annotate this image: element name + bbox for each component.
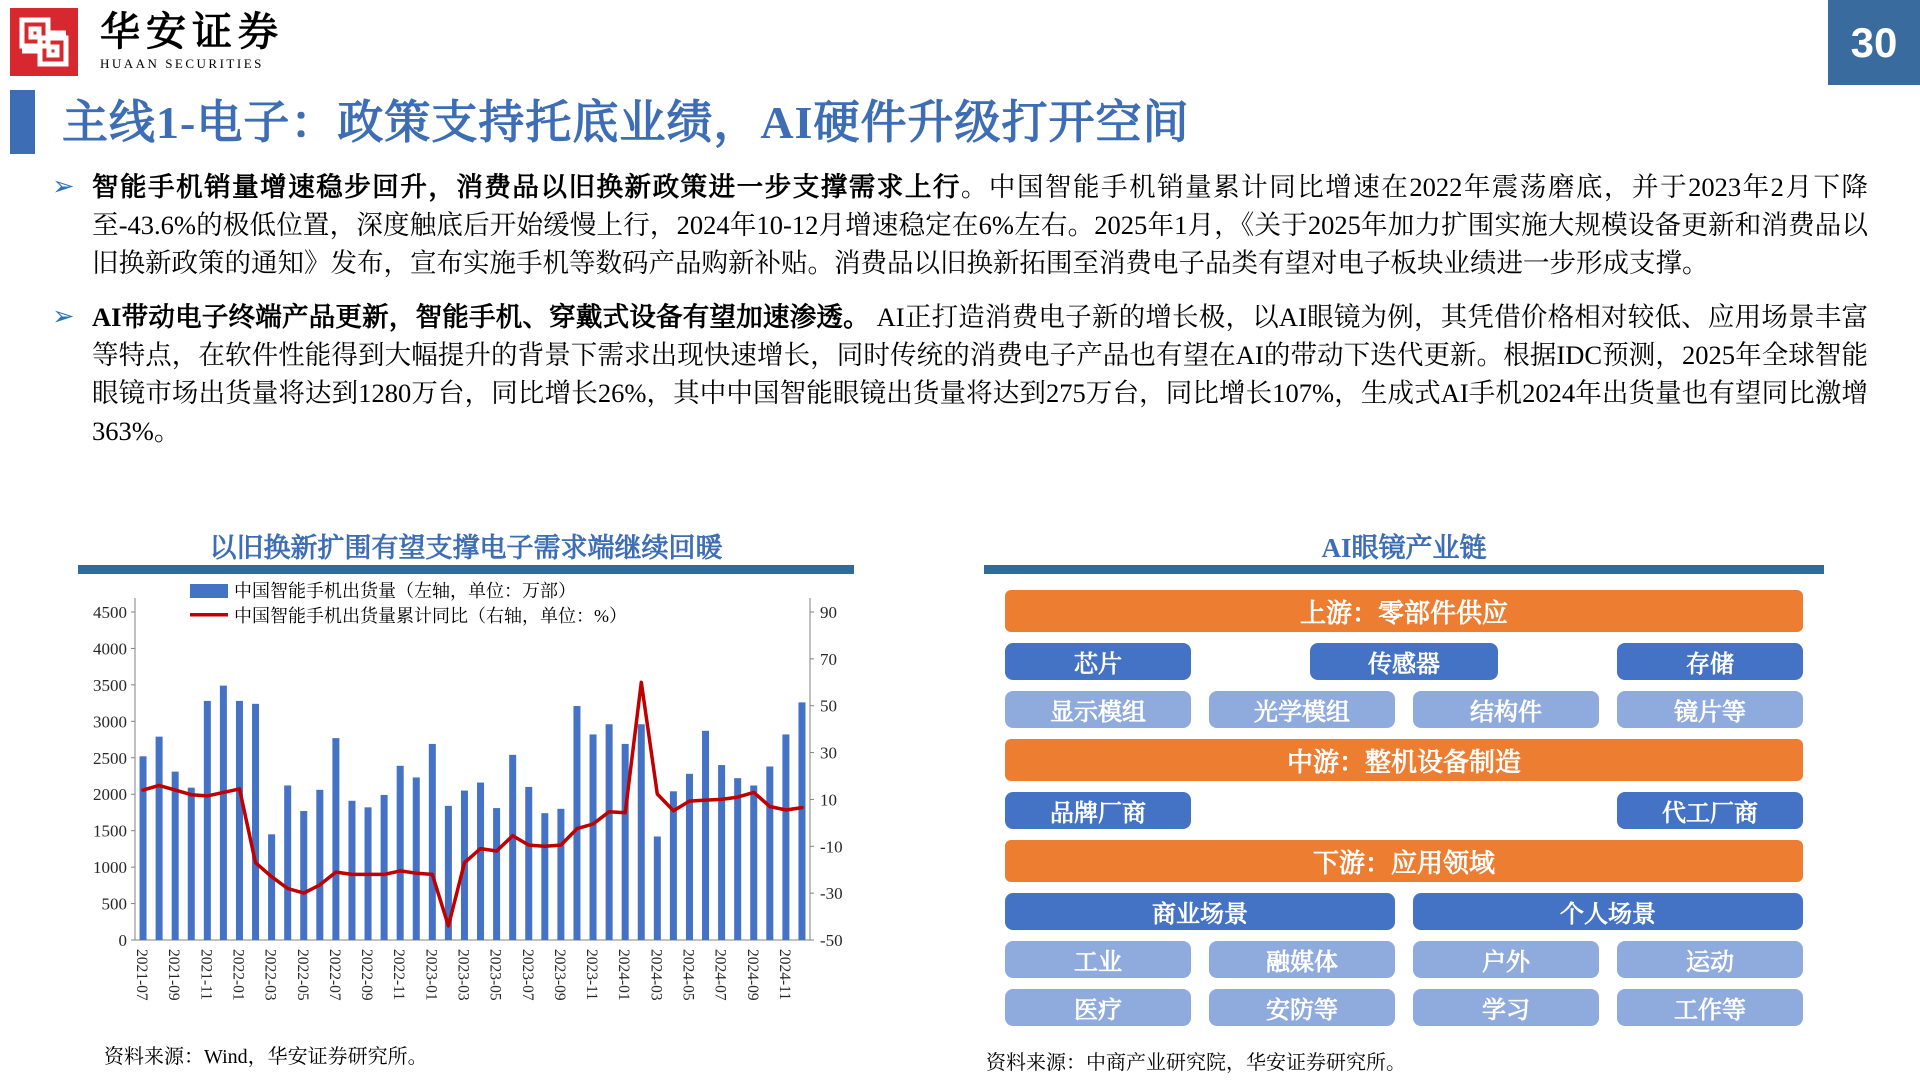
legend-line-swatch	[190, 613, 228, 617]
svg-text:-50: -50	[820, 931, 843, 950]
svg-text:2021-09: 2021-09	[165, 949, 183, 1001]
bar	[622, 744, 629, 940]
svg-text:2023-11: 2023-11	[583, 949, 600, 1001]
bar	[204, 701, 211, 940]
bar	[509, 755, 516, 940]
left-chart-panel	[78, 526, 854, 1041]
bar	[397, 766, 404, 940]
chain-box: 学习	[1413, 989, 1599, 1026]
chain-row-2	[1005, 643, 1803, 680]
svg-text:2021-07: 2021-07	[133, 949, 150, 1001]
chain-box: 传感器	[1310, 643, 1497, 680]
chain-box: 户外	[1413, 941, 1599, 978]
bar	[332, 738, 339, 940]
bar	[172, 772, 179, 940]
bar	[477, 783, 484, 940]
bar	[702, 731, 709, 940]
svg-text:2022-01: 2022-01	[229, 949, 247, 1001]
chain-box: 工作等	[1617, 989, 1803, 1026]
legend-bar-swatch	[190, 584, 228, 598]
svg-text:2023-09: 2023-09	[550, 949, 568, 1001]
huaan-logo	[10, 8, 78, 76]
svg-text:1500: 1500	[93, 821, 127, 841]
svg-text:2023-05: 2023-05	[486, 949, 504, 1001]
bar	[766, 767, 773, 940]
chain-box: 个人场景	[1413, 893, 1803, 930]
bar	[413, 777, 420, 940]
svg-text:2022-05: 2022-05	[293, 949, 311, 1001]
svg-text:1000: 1000	[93, 858, 127, 878]
svg-text:2023-07: 2023-07	[518, 949, 536, 1001]
bar	[316, 790, 323, 940]
bullet-list	[52, 168, 1868, 466]
chain-box: 光学模组	[1209, 691, 1395, 728]
chain-box: 医疗	[1005, 989, 1191, 1026]
svg-text:500: 500	[101, 894, 127, 914]
chain-box: 结构件	[1413, 691, 1599, 728]
bar	[686, 774, 693, 940]
bar	[268, 834, 275, 940]
bar	[140, 756, 147, 940]
title-accent-bar	[10, 90, 35, 154]
right-diagram-title: AI眼镜产业链	[1321, 533, 1487, 563]
page-title: 主线1-电子：政策支持托底业绩，AI硬件升级打开空间	[62, 97, 1190, 148]
svg-text:2023-01: 2023-01	[422, 949, 440, 1001]
right-source-note: 资料来源：中商产业研究院，华安证券研究所。	[986, 1052, 1406, 1074]
bullet-text: AI带动电子终端产品更新，智能手机、穿戴式设备有望加速渗透。 AI正打造消费电子新的增长极，以AI眼镜为例，其凭借价格相对较低、应用场景丰富等特点，在软件性能得到大幅提升的背景下需求出现快速增长，同时传统的消费电子产品也有望在AI的带动下迭代更新。根据IDC预测，2025年全球智能眼镜市场出货量将达到1280万台，同比增长26%，其中中国智能眼镜出货量将达到275万台，同比增长107%，生成式AI手机2024年出货量也有望同比激增363%。	[92, 302, 1868, 446]
svg-text:2023-03: 2023-03	[454, 949, 472, 1001]
chain-box: 存储	[1617, 643, 1803, 680]
bar	[156, 737, 163, 940]
page-number: 30	[1850, 18, 1898, 66]
chain-row-5	[1005, 792, 1803, 829]
svg-text:30: 30	[820, 743, 837, 763]
bar	[734, 778, 741, 940]
svg-text:4000: 4000	[93, 639, 127, 659]
svg-text:3000: 3000	[93, 712, 127, 732]
brand-name-cn: 华安证券	[100, 9, 284, 54]
svg-text:2500: 2500	[93, 748, 127, 768]
bar	[284, 785, 291, 940]
bullet-item-2	[52, 298, 1868, 450]
right-title-underline	[984, 565, 1824, 574]
bar	[557, 809, 564, 940]
chain-row-8	[1005, 941, 1803, 978]
bar	[252, 704, 259, 940]
bar	[220, 686, 227, 940]
chain-box: 运动	[1617, 941, 1803, 978]
industry-chain-diagram	[1005, 590, 1803, 1026]
chain-box: 代工厂商	[1617, 792, 1803, 829]
left-source-note: 资料来源：Wind，华安证券研究所。	[104, 1046, 428, 1068]
svg-text:2024-01: 2024-01	[615, 949, 633, 1001]
bullet-arrow-icon: ➢	[52, 301, 75, 332]
svg-text:90: 90	[820, 603, 837, 622]
svg-text:中国智能手机出货量（左轴，单位：万部）: 中国智能手机出货量（左轴，单位：万部）	[234, 581, 576, 601]
svg-text:-10: -10	[820, 837, 843, 857]
chain-banner-1: 上游：零部件供应	[1005, 590, 1803, 632]
right-axis-labels	[810, 603, 843, 950]
chain-box: 品牌厂商	[1005, 792, 1191, 829]
svg-text:中国智能手机出货量累计同比（右轴，单位：%）: 中国智能手机出货量累计同比（右轴，单位：%）	[234, 606, 627, 626]
bar	[541, 813, 548, 940]
bar	[381, 795, 388, 940]
chain-row-3	[1005, 691, 1803, 728]
bar	[348, 801, 355, 940]
bar	[782, 734, 789, 940]
bar	[236, 701, 243, 940]
left-chart-title: 以旧换新扩围有望支撑电子需求端继续回暖	[209, 533, 723, 563]
bullet-arrow-icon: ➢	[52, 171, 75, 202]
svg-text:2022-09: 2022-09	[358, 949, 375, 1001]
chain-box: 商业场景	[1005, 893, 1395, 930]
chain-box: 工业	[1005, 941, 1191, 978]
svg-text:70: 70	[820, 649, 837, 669]
svg-text:2021-11: 2021-11	[197, 949, 215, 1001]
svg-text:4500: 4500	[93, 603, 127, 622]
bar	[654, 837, 661, 941]
chain-box: 镜片等	[1617, 691, 1803, 728]
svg-text:2022-11: 2022-11	[390, 949, 408, 1001]
svg-text:0: 0	[118, 931, 127, 950]
svg-text:2022-07: 2022-07	[325, 949, 343, 1001]
svg-text:2024-07: 2024-07	[711, 949, 729, 1001]
bar-series	[140, 686, 806, 940]
chain-box: 融媒体	[1209, 941, 1395, 978]
svg-text:2024-05: 2024-05	[679, 949, 697, 1001]
bar	[525, 787, 532, 940]
bar	[590, 734, 597, 940]
svg-text:10: 10	[820, 790, 837, 810]
bar	[429, 744, 436, 940]
chain-box: 显示模组	[1005, 691, 1191, 728]
chain-row-7	[1005, 893, 1803, 930]
svg-text:2024-09: 2024-09	[743, 949, 761, 1001]
left-axis-labels	[93, 603, 135, 950]
svg-text:-30: -30	[820, 884, 843, 904]
bar	[718, 765, 725, 940]
bar	[188, 788, 195, 940]
bar	[798, 702, 805, 940]
bar	[300, 811, 307, 940]
bar	[606, 724, 613, 940]
svg-text:50: 50	[820, 696, 837, 716]
chain-row-9	[1005, 989, 1803, 1026]
chain-box: 芯片	[1005, 643, 1191, 680]
brand-block	[100, 10, 284, 72]
bullet-item-1	[52, 168, 1868, 282]
bar	[750, 785, 757, 940]
bar	[493, 808, 500, 940]
page-number-box	[1828, 0, 1920, 85]
chain-banner-6: 下游：应用领域	[1005, 840, 1803, 882]
bullet-text: 智能手机销量增速稳步回升，消费品以旧换新政策进一步支撑需求上行。中国智能手机销量累计同比增速在2022年震荡磨底，并于2023年2月下降至-43.6%的极低位置，深度触底后开始缓慢上行，2024年10-12月增速稳定在6%左右。2025年1月，《关于2025年加力扩围实施大规模设备更新和消费品以旧换新政策的通知》发布，宣布实施手机等数码产品购新补贴。消费品以旧换新拓围至消费电子品类有望对电子板块业绩进一步形成支撑。	[92, 172, 1869, 278]
svg-text:3500: 3500	[93, 675, 127, 695]
smartphone-shipments-chart	[78, 574, 854, 1036]
svg-text:2024-03: 2024-03	[647, 949, 665, 1001]
bar	[573, 706, 580, 940]
brand-name-en: HUAAN SECURITIES	[100, 56, 264, 71]
bar	[670, 791, 677, 940]
svg-text:2000: 2000	[93, 785, 127, 805]
bar	[638, 724, 645, 940]
legend	[190, 581, 627, 626]
left-title-underline	[78, 565, 854, 574]
svg-text:2022-03: 2022-03	[261, 949, 279, 1001]
svg-text:2024-11: 2024-11	[775, 949, 793, 1001]
chain-box: 安防等	[1209, 989, 1395, 1026]
chain-banner-4: 中游：整机设备制造	[1005, 739, 1803, 781]
right-diagram-panel	[984, 526, 1824, 1026]
x-axis-labels	[133, 949, 793, 1001]
